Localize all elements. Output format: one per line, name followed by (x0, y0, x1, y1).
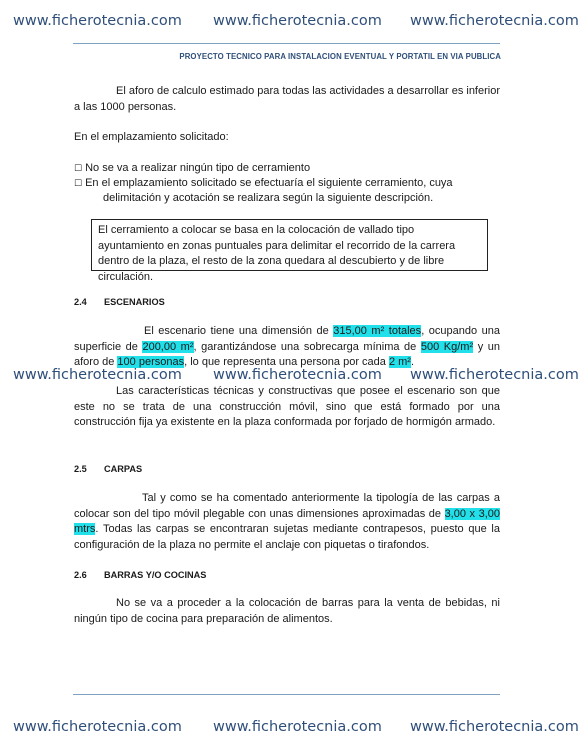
watermark-text: www.ficherotecnia.com (410, 367, 579, 383)
text-run: y un aforo de (74, 340, 500, 368)
escenarios-paragraph-2 (74, 384, 500, 431)
section-number: 2.4 (74, 297, 87, 307)
watermark-text: www.ficherotecnia.com (13, 367, 182, 383)
barras-paragraph-1-text: No se va a proceder a la colocación de barras para la venta de bebidas, ni ningún tipo de cocina para preparación de alimentos. (74, 597, 500, 625)
watermark-text: www.ficherotecnia.com (213, 13, 382, 29)
document-header-title: PROYECTO TECNICO PARA INSTALACION EVENTUAL Y PORTATIL EN VIA PUBLICA (179, 52, 501, 61)
highlight-load: 500 Kg/m² (420, 340, 474, 353)
highlight-surface: 200,00 m² (142, 340, 194, 353)
watermark-row-top (0, 13, 579, 35)
intro-paragraph (74, 84, 500, 115)
header-rule (73, 43, 500, 44)
watermark-text: www.ficherotecnia.com (410, 13, 579, 29)
text-run: , garantizándose una sobrecarga mínima de (193, 340, 421, 353)
section-number: 2.6 (74, 570, 87, 580)
intro-paragraph-text: El aforo de calculo estimado para todas las actividades a desarrollar es inferior a las 1000 personas. (74, 85, 500, 113)
escenarios-paragraph-1 (74, 324, 500, 371)
text-run: . (410, 356, 415, 368)
option-enclosure-continuation: delimitación y acotación se realizara según la siguiente descripción. (103, 192, 434, 204)
section-title: ESCENARIOS (104, 297, 165, 307)
highlight-tent-size: 3,00 x 3,00 mtrs (74, 507, 500, 535)
highlight-total-area: 315,00 m² totales (333, 325, 422, 337)
highlight-capacity: 100 personas (117, 356, 185, 368)
section-heading-carpas (74, 464, 142, 474)
footer-rule (73, 694, 500, 695)
section-heading-escenarios (74, 297, 165, 307)
barras-paragraph-1 (74, 596, 500, 627)
section-heading-barras (74, 570, 206, 580)
text-run: . Todas las carpas se encontraran sujetas mediante contrapesos, puesto que la configuración de la plaza no permite el anclaje con piquetas o tirafondos. (74, 523, 500, 551)
watermark-row-bottom (0, 719, 579, 741)
option-no-enclosure (74, 162, 310, 174)
section-title: CARPAS (104, 464, 143, 474)
section-title: BARRAS Y/O COCINAS (104, 570, 207, 580)
escenarios-paragraph-2-text: Las características técnicas y constructivas que posee el escenario son que este no se trata de una construcción móvil, sino que está formado por una construcción fija ya existente en la plaza conformada por forjado de hormigón armado. (74, 385, 500, 428)
checkbox-icon: ☐ (74, 179, 83, 189)
text-run: Tal y como se ha comentado anteriormente la tipología de las carpas a colocar son del tipo móvil plegable con unas dimensiones aproximadas de (74, 492, 500, 520)
location-lead: En el emplazamiento solicitado: (74, 131, 229, 143)
option-enclosure (74, 177, 453, 189)
text-run: , lo que representa una persona por cada (184, 356, 389, 368)
option-text: No se va a realizar ningún tipo de cerramiento (85, 162, 311, 174)
carpas-paragraph-1 (74, 491, 500, 553)
option-text: En el emplazamiento solicitado se efectuaría el siguiente cerramiento, cuya (85, 177, 453, 189)
watermark-text: www.ficherotecnia.com (410, 719, 579, 735)
watermark-text: www.ficherotecnia.com (13, 13, 182, 29)
highlight-ratio: 2 m² (388, 356, 411, 368)
watermark-text: www.ficherotecnia.com (213, 367, 382, 383)
watermark-text: www.ficherotecnia.com (213, 719, 382, 735)
watermark-text: www.ficherotecnia.com (13, 719, 182, 735)
enclosure-description-box: El cerramiento a colocar se basa en la colocación de vallado tipo ayuntamiento en zonas puntuales para delimitar el recorrido de la carrera dentro de la plaza, el resto de la zona quedara al descubierto y de libre circulación. (91, 219, 488, 271)
text-run: , ocupando una superficie de (74, 325, 500, 353)
section-number: 2.5 (74, 464, 87, 474)
text-run: El escenario tiene una dimensión de (144, 325, 334, 337)
checkbox-icon: ☐ (74, 164, 83, 174)
